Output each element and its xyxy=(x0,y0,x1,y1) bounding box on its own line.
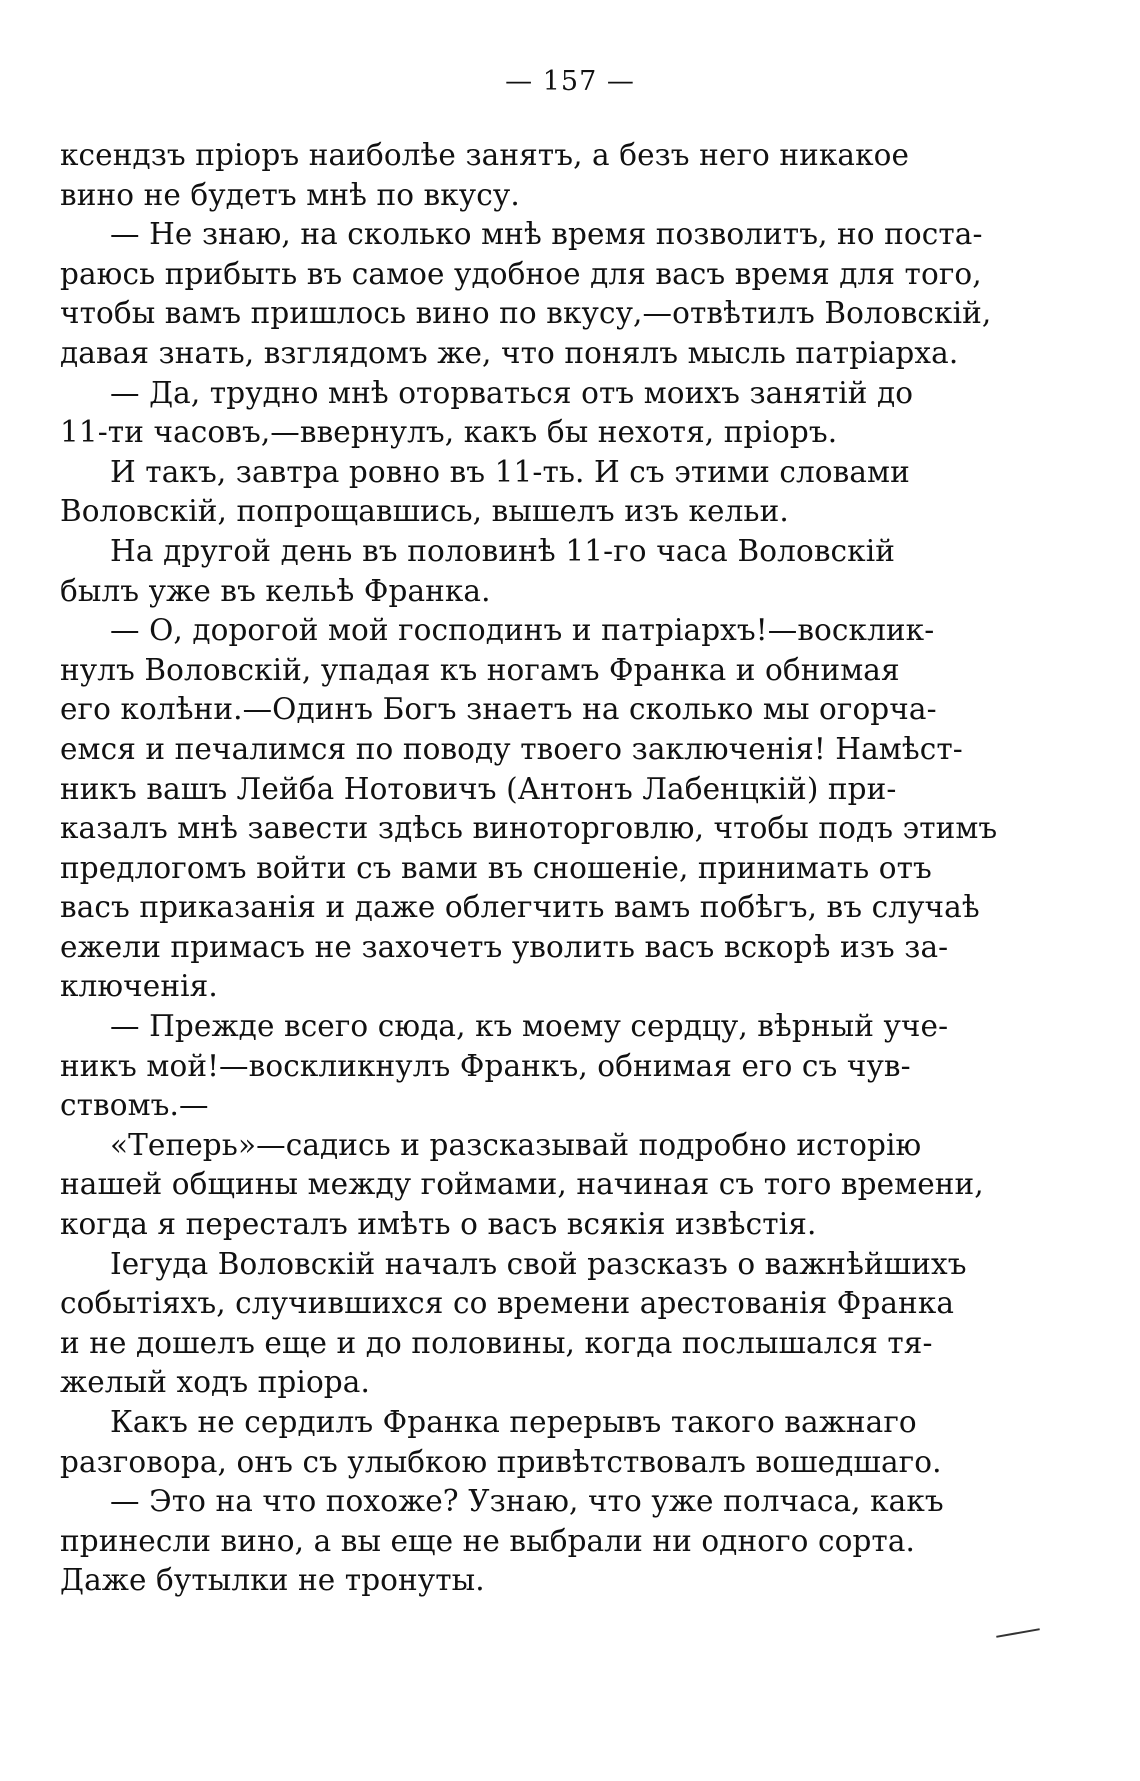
text-line: желый ходъ пріора. xyxy=(60,1365,370,1400)
text-line: емся и печалимся по поводу твоего заключенія! Намѣст- xyxy=(60,731,963,766)
page-number: — 157 — xyxy=(505,66,635,97)
text-line: — Это на что похоже? Узнаю, что уже полчаса, какъ xyxy=(110,1484,944,1519)
text-line: — Да, трудно мнѣ оторваться отъ моихъ занятій до xyxy=(110,375,914,410)
text-line: разговора, онъ съ улыбкою привѣтствовалъ вошедшаго. xyxy=(60,1444,942,1479)
text-line: — Прежде всего сюда, къ моему сердцу, вѣрный уче- xyxy=(110,1009,949,1044)
text-line: ключенія. xyxy=(60,969,218,1004)
text-line: — О, дорогой мой господинъ и патріархъ!—восклик- xyxy=(110,613,935,648)
text-line: Даже бутылки не тронуты. xyxy=(60,1563,485,1598)
text-line: И такъ, завтра ровно въ 11-ть. И съ этими словами xyxy=(110,454,910,489)
text-line: когда я пересталъ имѣть о васъ всякія извѣстія. xyxy=(60,1207,817,1242)
text-line: его колѣни.—Одинъ Богъ знаетъ на сколько мы огорча- xyxy=(60,692,937,727)
text-line: и не дошелъ еще и до половины, когда послышался тя- xyxy=(60,1325,933,1360)
text-line: никъ вашъ Лейба Нотовичъ (Антонъ Лабенцкій) при- xyxy=(60,771,897,806)
text-line: давая знать, взглядомъ же, что понялъ мысль патріарха. xyxy=(60,335,959,370)
text-line: раюсь прибыть въ самое удобное для васъ время для того, xyxy=(60,256,982,291)
text-line: — Не знаю, на сколько мнѣ время позволитъ, но поста- xyxy=(110,217,983,252)
text-line: принесли вино, а вы еще не выбрали ни одного сорта. xyxy=(60,1523,916,1558)
text-line: чтобы вамъ пришлось вино по вкусу,—отвѣтилъ Воловскій, xyxy=(60,296,992,331)
text-line: нулъ Воловскій, упадая къ ногамъ Франка и обнимая xyxy=(60,652,900,687)
page-body-text xyxy=(60,136,998,1601)
text-line: «Теперь»—садись и разсказывай подробно исторію xyxy=(110,1127,922,1162)
text-line: событіяхъ, случившихся со времени арестованія Франка xyxy=(60,1286,955,1321)
text-line: ксендзъ пріоръ наиболѣе занятъ, а безъ него никакое xyxy=(60,138,910,172)
text-line: казалъ мнѣ завести здѣсь виноторговлю, чтобы подъ этимъ xyxy=(60,811,998,846)
text-line: На другой день въ половинѣ 11-го часа Воловскій xyxy=(110,533,895,568)
text-line: ежели примасъ не захочетъ уволить васъ вскорѣ изъ за- xyxy=(60,929,949,964)
text-line: былъ уже въ кельѣ Франка. xyxy=(60,573,491,608)
text-line: предлогомъ войти съ вами въ сношеніе, принимать отъ xyxy=(60,850,932,885)
text-line: Іегуда Воловскій началъ свой разсказъ о важнѣйшихъ xyxy=(110,1246,967,1281)
text-line: ствомъ.— xyxy=(60,1088,209,1123)
ink-mark xyxy=(996,1628,1040,1638)
text-line: васъ приказанія и даже облегчить вамъ побѣгъ, въ случаѣ xyxy=(60,890,980,925)
text-line: нашей общины между гоймами, начиная съ того времени, xyxy=(60,1167,984,1202)
text-line: вино не будетъ мнѣ по вкусу. xyxy=(60,177,520,212)
text-line: Воловскій, попрощавшись, вышелъ изъ кельи. xyxy=(60,494,789,529)
text-line: 11-ти часовъ,—ввернулъ, какъ бы нехотя, пріоръ. xyxy=(60,415,838,450)
text-line: никъ мой!—воскликнулъ Франкъ, обнимая его съ чув- xyxy=(60,1048,911,1083)
text-line: Какъ не сердилъ Франка перерывъ такого важнаго xyxy=(110,1405,917,1439)
